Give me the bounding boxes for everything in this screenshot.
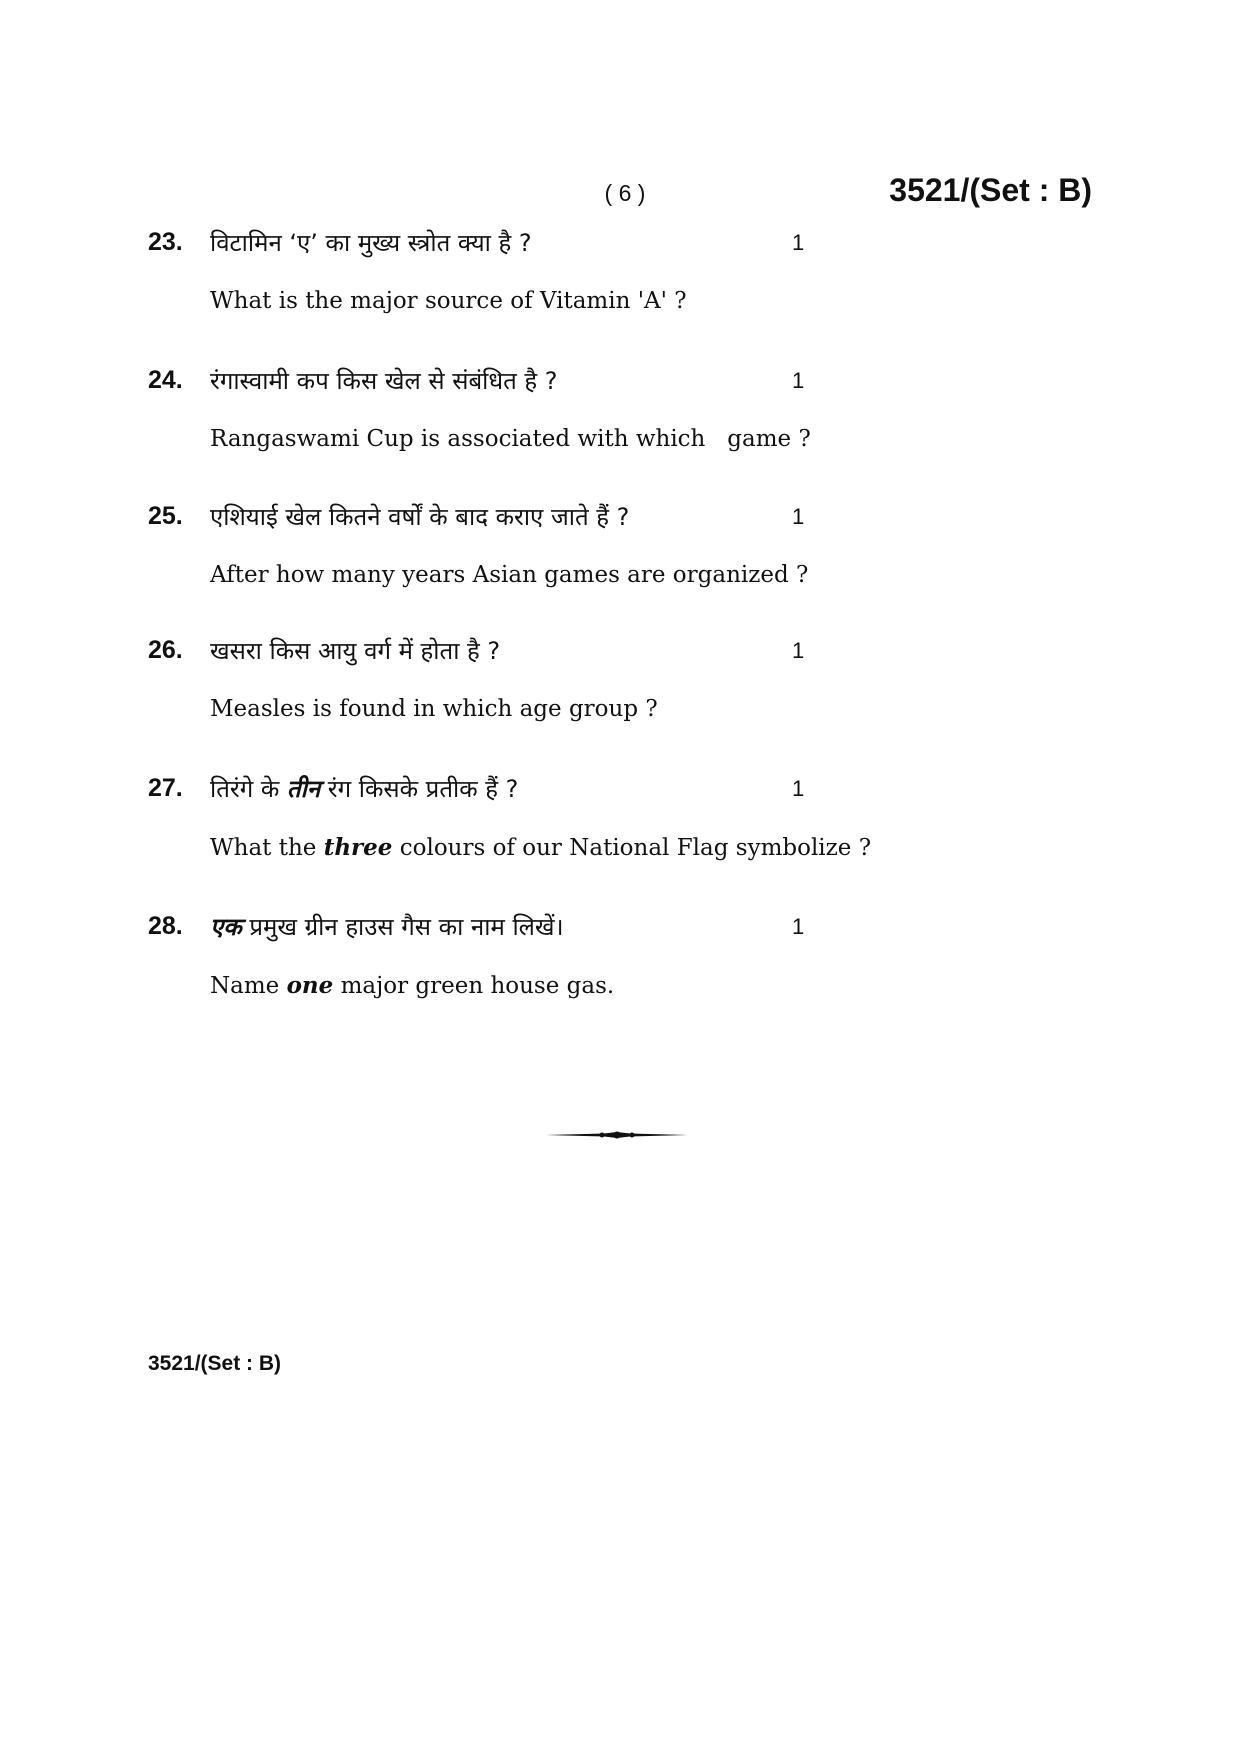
question-text-english <box>210 972 614 999</box>
question-marks: 1 <box>792 368 805 393</box>
hindi-text-post: रंग किसके प्रतीक हैं ? <box>320 775 519 803</box>
english-text-pre: Name <box>210 973 287 999</box>
question-text-english: What is the major source of Vitamin 'A' ? <box>210 288 687 314</box>
question-marks: 1 <box>792 776 805 801</box>
question-27 <box>0 774 1240 894</box>
question-28 <box>0 912 1240 1032</box>
question-26 <box>0 636 1240 756</box>
question-number: 27. <box>148 774 183 802</box>
english-text-post: major green house gas. <box>333 973 615 999</box>
paper-code-footer: 3521/(Set : B) <box>148 1352 282 1375</box>
question-marks: 1 <box>792 230 805 255</box>
page-number: ( 6 ) <box>604 180 646 206</box>
question-24 <box>0 366 1240 486</box>
question-text-english: After how many years Asian games are organized ? <box>210 562 809 588</box>
question-text-hindi: रंगास्वामी कप किस खेल से संबंधित है ? <box>210 367 558 395</box>
english-text-pre: What the <box>210 835 324 861</box>
question-23 <box>0 228 1240 348</box>
question-text-hindi: विटामिन ‘ए’ का मुख्य स्त्रोत क्या है ? <box>210 229 532 257</box>
question-text-hindi <box>210 910 564 943</box>
question-marks: 1 <box>792 504 805 529</box>
question-text-hindi <box>210 772 518 805</box>
question-number: 24. <box>148 366 183 394</box>
question-text-hindi: एशियाई खेल कितने वर्षों के बाद कराए जाते हैं ? <box>210 503 630 531</box>
english-text-post: colours of our National Flag symbolize ? <box>392 835 872 861</box>
hindi-text-post: प्रमुख ग्रीन हाउस गैस का नाम लिखें। <box>241 913 564 941</box>
question-number: 28. <box>148 912 183 940</box>
question-text-english: Measles is found in which age group ? <box>210 696 658 722</box>
question-number: 25. <box>148 502 183 530</box>
question-number: 23. <box>148 228 183 256</box>
end-divider-ornament <box>544 1128 690 1142</box>
question-number: 26. <box>148 636 183 664</box>
hindi-emphasis: एक <box>210 913 242 941</box>
english-emphasis: three <box>323 834 393 861</box>
english-emphasis: one <box>286 972 334 999</box>
hindi-emphasis: तीन <box>286 775 321 803</box>
paper-code-header: 3521/(Set : B) <box>889 172 1092 208</box>
question-25 <box>0 502 1240 622</box>
question-marks: 1 <box>792 638 805 663</box>
question-text-english <box>210 834 871 861</box>
question-text-hindi: खसरा किस आयु वर्ग में होता है ? <box>210 637 501 665</box>
question-marks: 1 <box>792 914 805 939</box>
question-text-english: Rangaswami Cup is associated with which game ? <box>210 426 811 452</box>
hindi-text-pre: तिरंगे के <box>210 775 287 803</box>
